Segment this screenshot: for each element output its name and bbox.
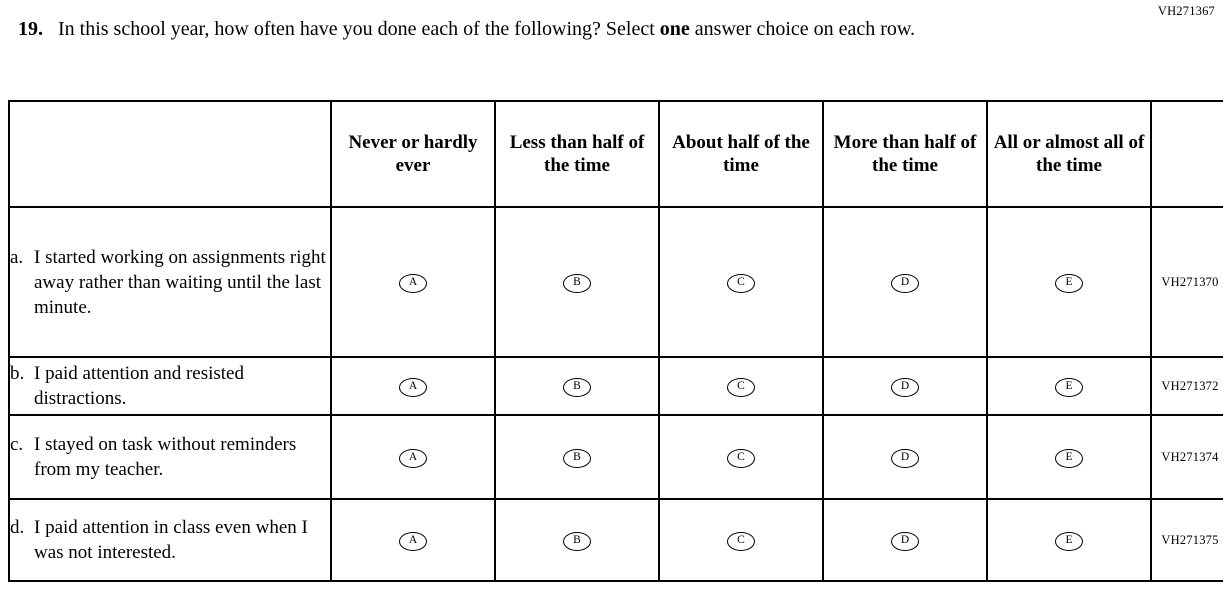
- radio-b-3[interactable]: [659, 357, 823, 415]
- column-header-all-or-almost-all-of-the-time: All or almost all of the time: [987, 101, 1151, 207]
- radio-c-1[interactable]: [331, 415, 495, 499]
- bubble-b-option-d[interactable]: D: [891, 378, 919, 397]
- radio-d-2[interactable]: [495, 499, 659, 581]
- bubble-b-option-c[interactable]: C: [727, 378, 755, 397]
- radio-b-2[interactable]: [495, 357, 659, 415]
- radio-d-4[interactable]: [823, 499, 987, 581]
- row-label-c: I stayed on task without reminders from my teacher.: [34, 434, 297, 480]
- bubble-d-option-b[interactable]: B: [563, 532, 591, 551]
- table-row: [9, 207, 1223, 357]
- row-letter-a: a.: [10, 246, 24, 268]
- row-label-d: I paid attention in class even when I was not interested.: [34, 517, 308, 563]
- radio-c-2[interactable]: [495, 415, 659, 499]
- column-header-more-than-half-of-the-time: More than half of the time: [823, 101, 987, 207]
- row-label-b: I paid attention and resisted distractions.: [34, 363, 244, 409]
- question-number: 19.: [18, 18, 43, 40]
- bubble-b-option-e[interactable]: E: [1055, 378, 1083, 397]
- radio-a-4[interactable]: [823, 207, 987, 357]
- radio-a-1[interactable]: [331, 207, 495, 357]
- question-text: [58, 16, 915, 42]
- row-id-b: VH271372: [1151, 357, 1223, 415]
- radio-c-3[interactable]: [659, 415, 823, 499]
- question-prompt: [18, 16, 1078, 42]
- bubble-a-option-c[interactable]: C: [727, 274, 755, 293]
- column-header-less-than-half-of-the-time: Less than half of the time: [495, 101, 659, 207]
- radio-d-1[interactable]: [331, 499, 495, 581]
- bubble-c-option-a[interactable]: A: [399, 449, 427, 468]
- table-row: [9, 415, 1223, 499]
- row-stem-c: [9, 415, 331, 499]
- row-label-a: I started working on assignments right away rather than waiting until the last minute.: [34, 246, 326, 318]
- radio-b-4[interactable]: [823, 357, 987, 415]
- radio-d-5[interactable]: [987, 499, 1151, 581]
- bubble-b-option-a[interactable]: A: [399, 378, 427, 397]
- bubble-d-option-c[interactable]: C: [727, 532, 755, 551]
- row-id-d: VH271375: [1151, 499, 1223, 581]
- radio-d-3[interactable]: [659, 499, 823, 581]
- bubble-c-option-e[interactable]: E: [1055, 449, 1083, 468]
- row-letter-d: d.: [10, 517, 25, 538]
- column-header-about-half-of-the-time: About half of the time: [659, 101, 823, 207]
- bubble-a-option-b[interactable]: B: [563, 274, 591, 293]
- radio-c-4[interactable]: [823, 415, 987, 499]
- bubble-d-option-d[interactable]: D: [891, 532, 919, 551]
- radio-b-1[interactable]: [331, 357, 495, 415]
- radio-b-5[interactable]: [987, 357, 1151, 415]
- response-matrix: [8, 100, 1223, 582]
- bubble-d-option-e[interactable]: E: [1055, 532, 1083, 551]
- row-id-c: VH271374: [1151, 415, 1223, 499]
- column-header-never-or-hardly-ever: Never or hardly ever: [331, 101, 495, 207]
- matrix-header-row: [9, 101, 1223, 207]
- id-column-header: [1151, 101, 1223, 207]
- bubble-a-option-d[interactable]: D: [891, 274, 919, 293]
- item-id-label: VH271367: [1157, 4, 1215, 18]
- row-id-a: VH271370: [1151, 207, 1223, 357]
- bubble-b-option-b[interactable]: B: [563, 378, 591, 397]
- row-stem-b: [9, 357, 331, 415]
- row-letter-c: c.: [10, 434, 24, 455]
- question-text-emphasis: one: [659, 18, 690, 40]
- bubble-a-option-e[interactable]: E: [1055, 274, 1083, 293]
- bubble-c-option-d[interactable]: D: [891, 449, 919, 468]
- bubble-c-option-b[interactable]: B: [563, 449, 591, 468]
- radio-a-5[interactable]: [987, 207, 1151, 357]
- radio-a-2[interactable]: [495, 207, 659, 357]
- question-text-part1: In this school year, how often have you done each of the following? Select: [58, 18, 660, 40]
- table-row: [9, 499, 1223, 581]
- bubble-a-option-a[interactable]: A: [399, 274, 427, 293]
- row-letter-b: b.: [10, 363, 25, 384]
- bubble-d-option-a[interactable]: A: [399, 532, 427, 551]
- stem-column-header: [9, 101, 331, 207]
- row-stem-a: [9, 207, 331, 357]
- radio-a-3[interactable]: [659, 207, 823, 357]
- radio-c-5[interactable]: [987, 415, 1151, 499]
- bubble-c-option-c[interactable]: C: [727, 449, 755, 468]
- question-text-part2: answer choice on each row.: [689, 18, 916, 40]
- table-row: [9, 357, 1223, 415]
- row-stem-d: [9, 499, 331, 581]
